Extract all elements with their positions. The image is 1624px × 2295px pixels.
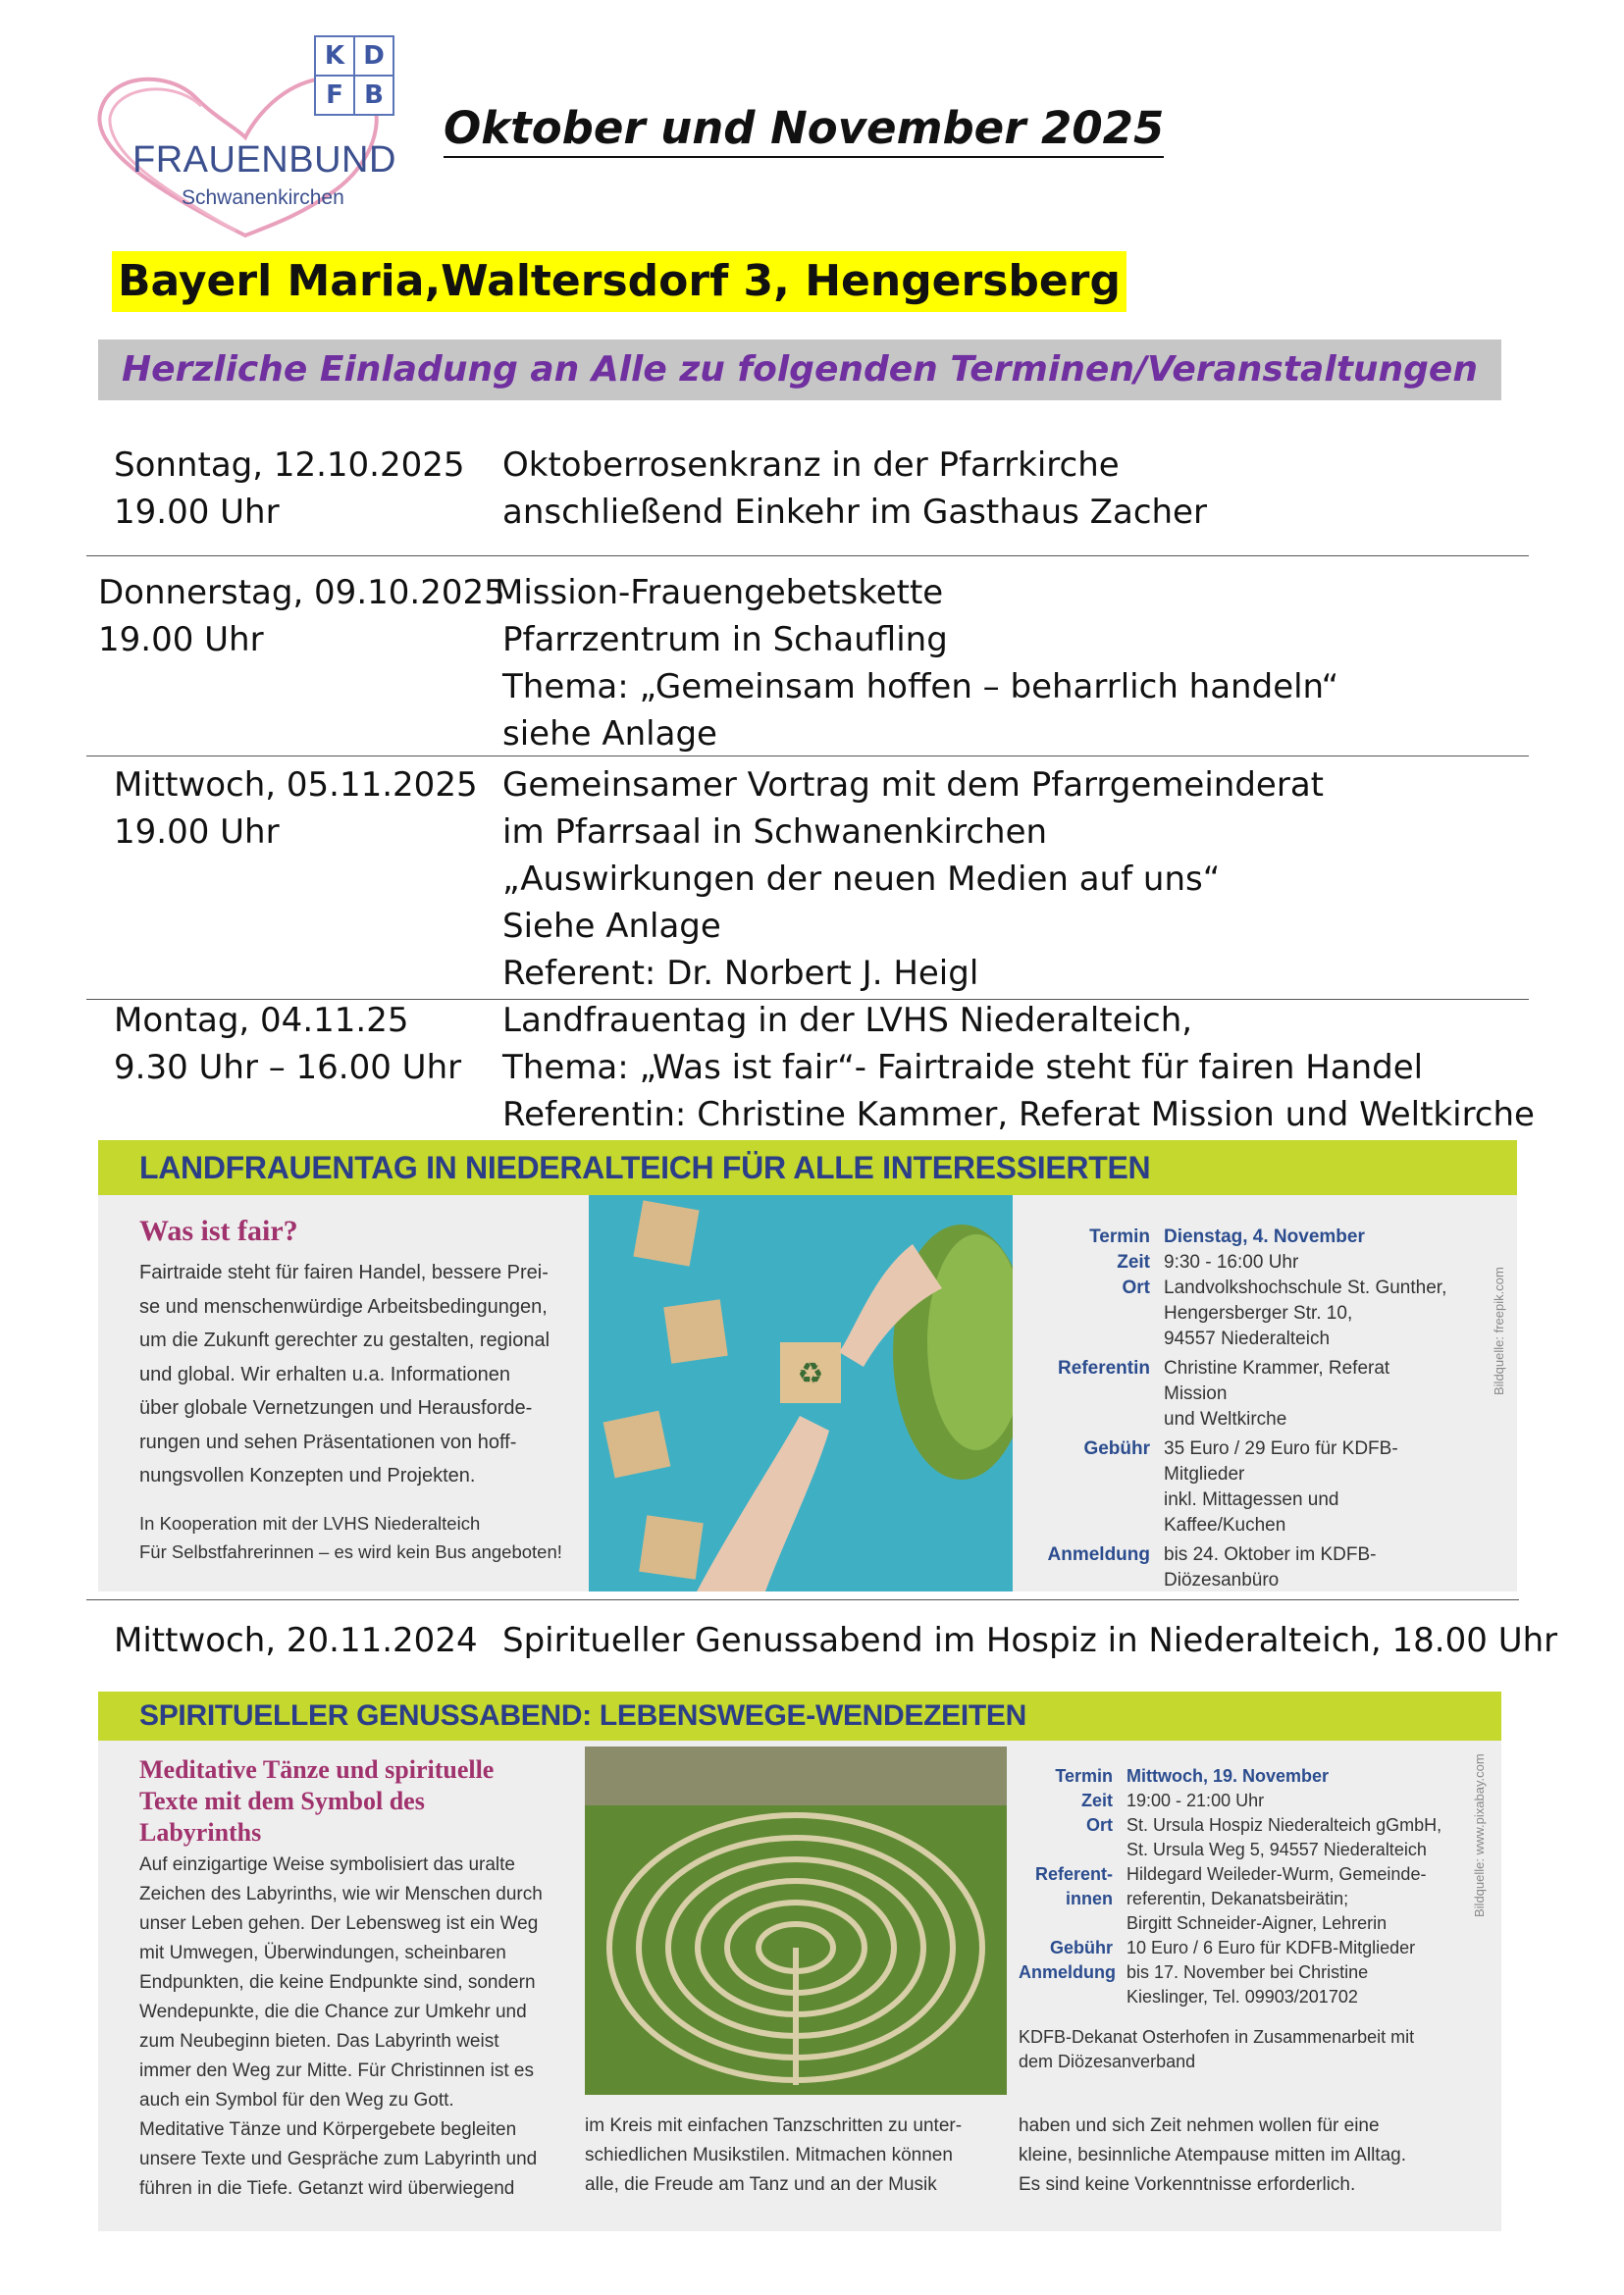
info-value-line: Birgitt Schneider-Aigner, Lehrerin — [1126, 1913, 1388, 1933]
logo-name: FRAUENBUND — [132, 139, 396, 181]
flyer-body-line: im Kreis mit einfachen Tanzschritten zu unter- — [585, 2115, 963, 2136]
flyer-headline-line: Labyrinths — [139, 1818, 262, 1847]
info-value-line: Hengersberger Str. 10, — [1164, 1303, 1353, 1324]
flyer-note-line: Für Selbstfahrerinnen – es wird kein Bus angeboten! — [139, 1541, 562, 1562]
flyer-body-line: haben und sich Zeit nehmen wollen für eine — [1019, 2115, 1380, 2136]
info-value-line: St. Ursula Hospiz Niederalteich gGmbH, — [1126, 1815, 1442, 1835]
info-value-line: 94557 Niederalteich — [1164, 1329, 1331, 1349]
info-value-line: bis 24. Oktober im KDFB-Diözesanbüro — [1164, 1544, 1377, 1591]
info-value — [1164, 1356, 1452, 1433]
info-key: Anmeldung — [1047, 1544, 1150, 1565]
event-3-title: Gemeinsamer Vortrag mit dem Pfarrgemeinderat — [502, 765, 1324, 805]
event-2-day: Donnerstag, 09.10.2025 — [98, 573, 505, 612]
info-value-line: 35 Euro / 29 Euro für KDFB-Mitglieder — [1164, 1438, 1398, 1485]
logo-place: Schwanenkirchen — [182, 186, 344, 209]
invitation-banner — [98, 339, 1501, 400]
kdfb-letter: D — [355, 37, 393, 75]
info-value: Dienstag, 4. November — [1164, 1226, 1365, 1247]
flyer-footer-line: KDFB-Dekanat Osterhofen in Zusammenarbeit mit — [1019, 2027, 1415, 2047]
event-4-title: Landfrauentag in der LVHS Niederalteich, — [502, 1001, 1193, 1040]
event-divider — [86, 555, 1529, 556]
info-value-line: bis 17. November bei Christine — [1126, 1962, 1369, 1982]
event-3-note: Siehe Anlage — [502, 907, 721, 946]
flyer-banner-text: SPIRITUELLER GENUSSABEND: LEBENSWEGE-WENDEZEITEN — [139, 1699, 1026, 1732]
flyer-footer-line: dem Diözesanverband — [1019, 2052, 1196, 2071]
info-value-line: referentin, Dekanatsbeirätin; — [1126, 1889, 1349, 1908]
info-value-line: inkl. Mittagessen und Kaffee/Kuchen — [1164, 1489, 1339, 1536]
event-1-day: Sonntag, 12.10.2025 — [114, 445, 465, 485]
info-row-ort — [1040, 1276, 1452, 1352]
flyer-body-line: unser Leben gehen. Der Lebensweg ist ein Weg — [139, 1913, 539, 1934]
flyer-note — [139, 1509, 562, 1566]
event-4-time: 9.30 Uhr – 16.00 Uhr — [114, 1048, 462, 1087]
flyer-body — [139, 1851, 543, 2204]
event-1-time: 19.00 Uhr — [114, 493, 280, 532]
info-key: Referent- innen — [1034, 1864, 1113, 1908]
info-key: Gebühr — [1083, 1438, 1150, 1459]
event-1-title: Oktoberrosenkranz in der Pfarrkirche — [502, 445, 1120, 485]
flyer-body-line: schiedlichen Musikstilen. Mitmachen können — [585, 2145, 953, 2165]
fair-trade-photo — [589, 1195, 1013, 1591]
flyer-body-line: mit Umwegen, Überwindungen, scheinbaren — [139, 1943, 506, 1963]
event-2-note: siehe Anlage — [502, 714, 717, 754]
event-2-title: Mission-Frauengebetskette — [495, 573, 944, 612]
info-value — [1164, 1542, 1452, 1591]
flyer-headline — [139, 1754, 494, 1849]
event-3-theme: „Auswirkungen der neuen Medien auf uns“ — [502, 860, 1221, 899]
kdfb-letter: B — [355, 77, 393, 114]
event-4-speaker: Referentin: Christine Kammer, Referat Mission und Weltkirche — [502, 1095, 1535, 1134]
info-key: Ort — [1086, 1815, 1113, 1835]
flyer-body-line: se und menschenwürdige Arbeitsbedingungen, — [139, 1295, 548, 1318]
info-value-line: Kieslinger, Tel. 09903/201702 — [1126, 1987, 1358, 2007]
flyer-body-line: zum Neubeginn bieten. Das Labyrinth weist — [139, 2031, 499, 2052]
info-key: Ort — [1122, 1278, 1150, 1298]
flyer-banner — [98, 1140, 1517, 1195]
flyer-body-line: nungsvollen Konzepten und Projekten. — [139, 1465, 476, 1487]
info-row-anmeldung — [1019, 1960, 1460, 2009]
info-key: Termin — [1055, 1766, 1113, 1786]
flyer-col3 — [1019, 2112, 1406, 2200]
flyer-body-line: um die Zukunft gerechter zu gestalten, regional — [139, 1330, 550, 1351]
event-3-time: 19.00 Uhr — [114, 812, 280, 852]
info-value — [1126, 1813, 1460, 1862]
info-row-termin — [1040, 1225, 1452, 1250]
info-value: 10 Euro / 6 Euro für KDFB-Mitglieder — [1126, 1938, 1416, 1957]
info-key: Gebühr — [1049, 1938, 1113, 1957]
flyer-body-line: führen in die Tiefe. Getanzt wird überwiegend — [139, 2178, 515, 2199]
info-row-gebuehr — [1019, 1936, 1460, 1960]
labyrinth-illustration — [585, 1747, 1007, 2095]
flyer-body-line: rungen und sehen Präsentationen von hoff- — [139, 1431, 517, 1453]
flyer-body — [139, 1256, 550, 1493]
flyer-body-line: kleine, besinnliche Atempause mitten im Alltag. — [1019, 2145, 1406, 2165]
event-5-day: Mittwoch, 20.11.2024 — [114, 1621, 478, 1660]
flyer-body-line: Zeichen des Labyrinths, wie wir Menschen durch — [139, 1884, 543, 1904]
event-2-time: 19.00 Uhr — [98, 620, 264, 659]
flyer-body-line: Es sind keine Vorkenntnisse erforderlich. — [1019, 2174, 1356, 2195]
flyer-info-table — [1040, 1225, 1452, 1591]
info-value-line: St. Ursula Weg 5, 94557 Niederalteich — [1126, 1840, 1427, 1859]
flyer-banner-text: LANDFRAUENTAG IN NIEDERALTEICH FÜR ALLE INTERESSIERTEN — [139, 1150, 1151, 1185]
hands-blocks-illustration — [589, 1195, 1013, 1591]
info-row-zeit — [1019, 1789, 1460, 1813]
event-2-location: Pfarrzentrum in Schaufling — [502, 620, 948, 659]
page-title: Oktober und November 2025 — [444, 102, 1164, 158]
info-row-gebuehr — [1040, 1436, 1452, 1539]
flyer-body-line: und global. Wir erhalten u.a. Informationen — [139, 1363, 510, 1385]
flyer-body-line: unsere Texte und Gespräche zum Labyrinth und — [139, 2149, 538, 2169]
frauenbund-logo — [88, 29, 422, 235]
flyer-landfrauentag — [98, 1140, 1517, 1591]
flyer-headline-line: Texte mit dem Symbol des — [139, 1787, 425, 1815]
flyer-body-line: Fairtraide steht für fairen Handel, bessere Prei- — [139, 1262, 549, 1283]
photo-credit: Bildquelle: www.pixabay.com — [1472, 1753, 1487, 1917]
event-4-theme: Thema: „Was ist fair“- Fairtraide steht für fairen Handel — [502, 1048, 1424, 1087]
kdfb-letter: F — [316, 77, 353, 114]
event-5-title: Spiritueller Genussabend im Hospiz in Niederalteich, 18.00 Uhr — [502, 1621, 1558, 1660]
flyer-footer — [1019, 2025, 1460, 2074]
info-row-referentin — [1040, 1356, 1452, 1433]
info-row-ort — [1019, 1813, 1460, 1862]
info-value-line: und Weltkirche — [1164, 1409, 1287, 1430]
info-key: Zeit — [1080, 1791, 1113, 1810]
section-divider — [86, 1599, 1519, 1600]
flyer-note-line: In Kooperation mit der LVHS Niederalteich — [139, 1513, 481, 1534]
svg-text:♻: ♻ — [797, 1357, 824, 1391]
info-key: Referentin — [1058, 1358, 1150, 1379]
invitation-text: Herzliche Einladung an Alle zu folgenden Terminen/Veranstaltungen — [122, 349, 1478, 390]
info-value-line: Landvolkshochschule St. Gunther, — [1164, 1278, 1447, 1298]
info-row-zeit — [1040, 1250, 1452, 1276]
flyer-body-line: alle, die Freude am Tanz und an der Musik — [585, 2174, 937, 2195]
info-value: 19:00 - 21:00 Uhr — [1126, 1791, 1265, 1810]
event-3-speaker: Referent: Dr. Norbert J. Heigl — [502, 954, 979, 993]
flyer-info-table — [1019, 1764, 1460, 2074]
event-3-location: im Pfarrsaal in Schwanenkirchen — [502, 812, 1048, 852]
flyer-col2 — [585, 2112, 962, 2200]
info-row-referentinnen — [1019, 1862, 1460, 1936]
flyer-body-line: Auf einzigartige Weise symbolisiert das uralte — [139, 1854, 515, 1875]
info-key: Anmeldung — [1019, 1962, 1116, 1982]
info-key: Zeit — [1117, 1252, 1150, 1273]
flyer-genussabend — [98, 1692, 1501, 2231]
info-value — [1164, 1276, 1452, 1352]
info-row-anmeldung — [1040, 1542, 1452, 1591]
flyer-body-line: Wendepunkte, die die Chance zur Umkehr und — [139, 2002, 527, 2022]
flyer-body-line: immer den Weg zur Mitte. Für Christinnen ist es — [139, 2060, 534, 2081]
info-value — [1126, 1862, 1460, 1936]
info-value: 9:30 - 16:00 Uhr — [1164, 1252, 1299, 1273]
info-value: Mittwoch, 19. November — [1126, 1766, 1330, 1786]
kdfb-logo-grid — [314, 35, 394, 116]
info-key: Termin — [1089, 1226, 1150, 1247]
info-value-line: Hildegard Weileder-Wurm, Gemeinde- — [1126, 1864, 1427, 1884]
flyer-body-line: über globale Vernetzungen und Herausforde- — [139, 1397, 533, 1419]
labyrinth-photo — [585, 1747, 1007, 2095]
flyer-headline-line: Meditative Tänze und spirituelle — [139, 1755, 495, 1784]
kdfb-letter: K — [316, 37, 353, 75]
flyer-headline: Was ist fair? — [139, 1215, 298, 1247]
flyer-body-line: auch ein Symbol für den Weg zu Gott. — [139, 2090, 454, 2111]
event-4-day: Montag, 04.11.25 — [114, 1001, 409, 1040]
photo-credit: Bildquelle: freepik.com — [1492, 1267, 1506, 1395]
info-value-line: Christine Krammer, Referat Mission — [1164, 1358, 1390, 1404]
info-row-termin — [1019, 1764, 1460, 1789]
event-3-day: Mittwoch, 05.11.2025 — [114, 765, 478, 805]
contact-address: Bayerl Maria,Waltersdorf 3, Hengersberg — [112, 251, 1126, 312]
flyer-body-line: Meditative Tänze und Körpergebete begleiten — [139, 2119, 517, 2140]
event-2-theme: Thema: „Gemeinsam hoffen – beharrlich handeln“ — [502, 667, 1339, 706]
flyer-banner — [98, 1692, 1501, 1741]
event-1-detail: anschließend Einkehr im Gasthaus Zacher — [502, 493, 1207, 532]
info-value — [1164, 1436, 1452, 1539]
flyer-body-line: Endpunkten, die keine Endpunkte sind, sondern — [139, 1972, 536, 1993]
info-value — [1126, 1960, 1460, 2009]
